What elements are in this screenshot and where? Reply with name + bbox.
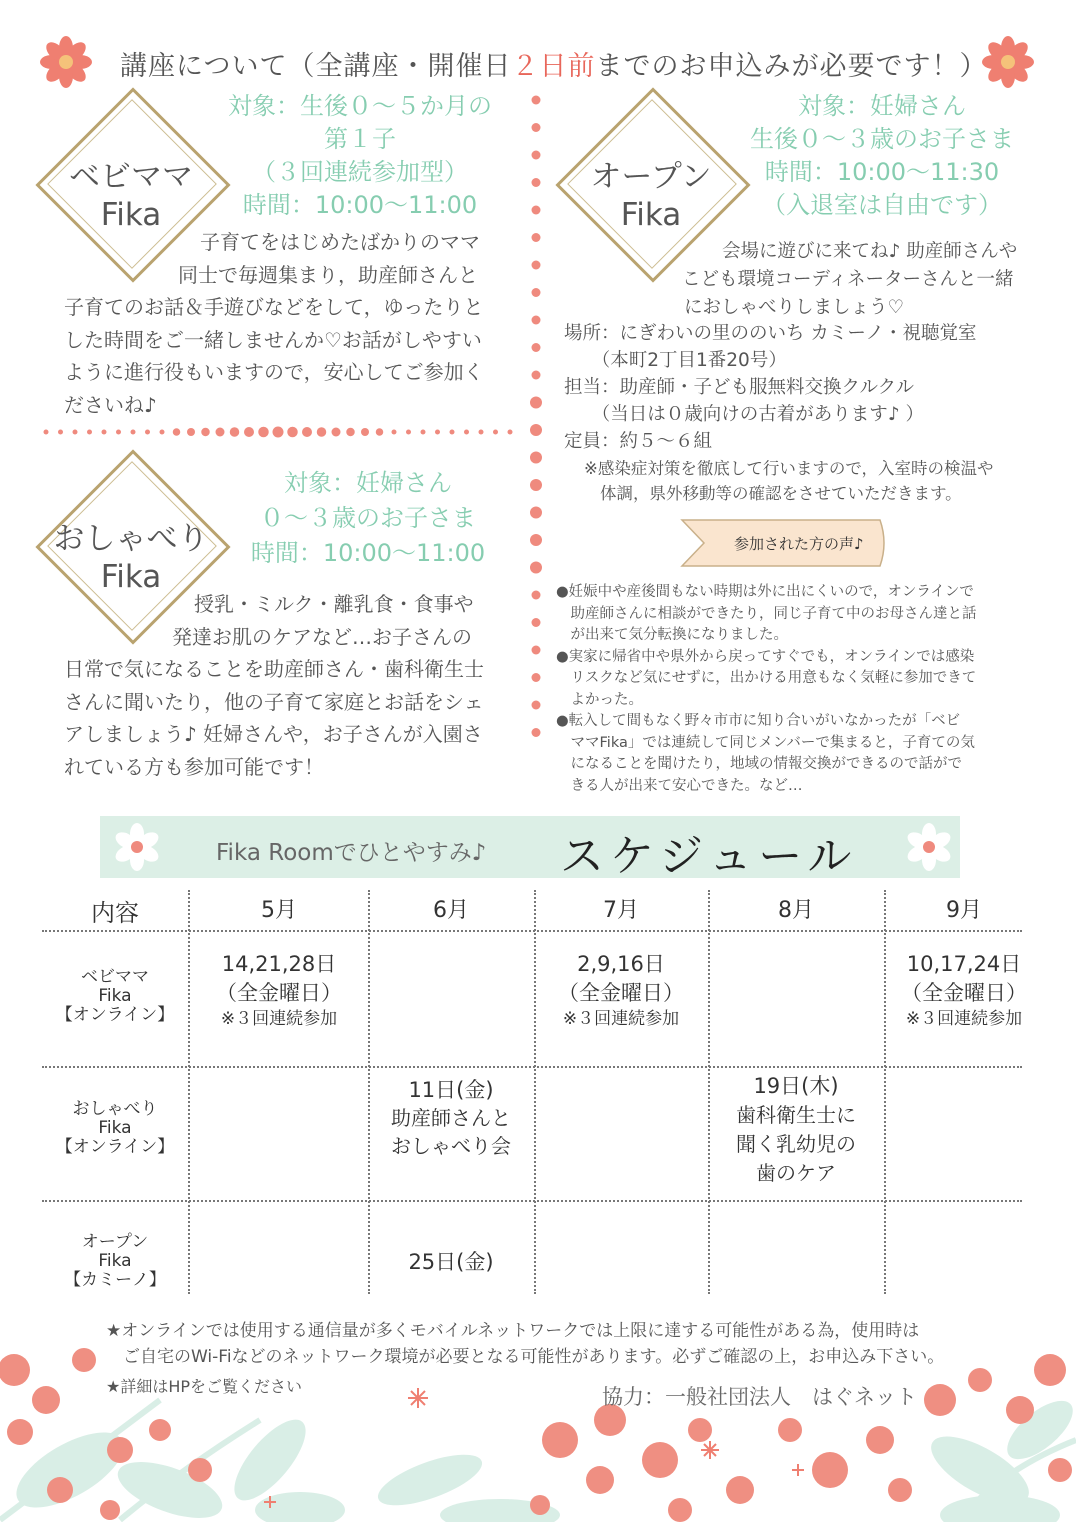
divider-dot [87,430,92,435]
divider-dot [58,430,63,435]
divider-dot [73,430,78,435]
divider-dot [44,430,49,435]
cell-line: 歯のケア [756,1161,836,1185]
cell-line: 2,9,16日 [577,952,665,976]
divider-dot [302,427,312,437]
oshaberi-description [64,588,484,783]
desc-line: した時間をご一緒しませんか♡お話がしやすい [64,327,482,352]
banner-flower-icon-right [904,822,954,872]
divider-dot [145,430,150,435]
divider-dot [532,261,541,270]
divider-dot [131,430,136,435]
cell-line: 25日(金) [408,1250,494,1274]
header-cell: 5月 [261,898,297,923]
info-line: 場所：にぎわいの里ののいち カミーノ・視聴覚室 [564,323,977,344]
divider-dot [421,430,426,435]
divider-dot [230,427,240,437]
divider-dot [532,123,541,132]
divider-dot [493,430,498,435]
bebimama-target-line: 対象：生後０～５か月の [228,92,492,120]
voice-line: が出来て気分転換になりました。 [556,627,788,643]
oshaberi-target-line: ０～３歳のお子さま [260,504,476,532]
oshaberi-target-line: 時間：10:00～11:00 [250,539,486,567]
row-label-line: Fika [98,1118,132,1138]
divider-dot [116,430,121,435]
divider-dot [532,591,541,600]
divider-dot [532,178,541,187]
cell-line: おしゃべり会 [391,1134,511,1158]
page-heading [120,44,987,83]
cell-line: 19日(木) [753,1074,839,1098]
divider-dot [201,428,210,437]
bebimama-target-line: 第１子 [324,125,396,153]
schedule-cell [708,1072,884,1188]
bebimama-target-line: 時間：10:00～11:00 [242,191,478,219]
divider-dot [532,343,541,352]
desc-line: さんに聞いたり，他の子育て家庭とお話をシェ [64,689,484,714]
desc-line: ださいね♪ [64,392,157,417]
divider-dot [317,427,327,437]
open-target-line: 対象：妊婦さん [798,92,966,120]
note-line: 体調，県外移動等の確認をさせていただきます。 [600,484,962,503]
row-label-line: オープン [81,1232,149,1252]
divider-dot [530,507,542,519]
divider-dot [102,430,107,435]
desc-line: こども環境コーディネーターさんと一緒 [682,269,1014,290]
divider-dot [532,96,541,105]
divider-dot [464,430,469,435]
oshaberi-target-line: 対象：妊婦さん [284,469,452,497]
row-label-line: 【オンライン】 [55,1005,175,1025]
divider-dot [532,673,541,682]
divider-dot [435,430,440,435]
divider-dot [406,430,411,435]
voice-line: になることを聞けたり，地域の情報交換ができるので話がで [556,756,962,772]
divider-dot [532,701,541,710]
divider-dot [392,430,397,435]
bebimama-title-line1: ベビママ [69,159,193,195]
info-line: 定員：約５～６組 [564,431,713,452]
open-title [570,158,732,234]
cell-line: 歯科衛生士に [736,1103,856,1127]
header-cell: 内容 [91,899,139,927]
divider-dot [376,428,384,436]
voice-line: 助産師さんに相談ができたり，同じ子育て中のお母さん達と話 [556,605,977,622]
divider-dot [187,428,195,436]
open-title-line2: Fika [620,197,682,233]
divider-dot [332,428,341,437]
divider-dot [508,430,513,435]
row-label-bebimama [42,968,188,1025]
desc-line: 発達お肌のケアなど…お子さんの [172,624,472,649]
divider-dot [450,430,455,435]
cell-line: 11日(金) [408,1078,494,1102]
desc-line: れている方も参加可能です！ [64,754,324,779]
divider-dot [530,479,542,491]
heading-suffix: までのお申込みが必要です！） [595,51,988,82]
divider-dot [532,288,541,297]
footer-note-2: ご自宅のWi-Fiなどのネットワーク環境が必要となる可能性があります。必ずご確認の上，お申込み下さい。 [106,1347,945,1367]
open-title-line1: オープン [590,159,712,195]
banner-subtitle: Fika Roomでひとやすみ♪ [216,840,487,866]
divider-dot [287,427,298,438]
divider-dot [532,316,541,325]
desc-line: アしましょう♪ 妊婦さんや，お子さんが入園さ [64,722,483,746]
info-line: （当日は０歳向けの古着があります♪ ） [564,404,924,425]
header-cell: 9月 [946,898,982,923]
divider-dot [532,151,541,160]
open-target-line: 生後０～３歳のお子さま [750,125,1014,153]
header-cell: 7月 [603,898,639,923]
header-cell: 6月 [433,898,469,923]
divider-dot [258,427,269,438]
row-label-line: おしゃべり [72,1099,158,1119]
cell-line: （全金曜日） [558,981,684,1005]
voice-item [556,582,977,647]
schedule-cell [884,950,1044,1030]
row-label-open [42,1233,188,1290]
divider-dot [532,371,541,380]
voice-line: ママFika」では連続して同じメンバーで集まると，子育ての気 [556,734,975,751]
schedule-cell [534,950,708,1030]
bebimama-title-line2: Fika [100,197,162,233]
divider-dot [532,206,541,215]
voice-item [556,647,977,712]
divider-dot [346,428,355,437]
divider-dot [244,427,254,437]
divider-dot [532,728,541,737]
vertical-dot-divider [528,92,544,762]
voice-line: ●実家に帰省中や県外から戻ってすぐでも，オンラインでは感染 [556,648,975,665]
cooperation-credit: 協力：一般社団法人 はぐネット [602,1385,917,1409]
voice-line: ●妊娠中や産後間もない時期は外に出にくいので，オンラインで [556,584,974,600]
horizontal-dot-divider [40,424,520,440]
flower-icon-right [982,36,1034,88]
voices-label: 参加された方の声♪ [734,535,864,553]
open-target-line: （入退室は自由です） [762,191,1002,219]
desc-line: 会場に遊びに来てね♪ 助産師さんや [722,241,1018,262]
schedule-cell [190,950,368,1030]
cell-line: 10,17,24日 [906,952,1022,976]
cell-line: 14,21,28日 [221,952,337,976]
voices-list [556,582,977,797]
divider-dot [532,233,541,242]
bebimama-target-line: （３回連続参加型） [252,158,468,186]
info-line: （本町2丁目1番20号） [564,350,787,371]
divider-dot [530,452,542,464]
banner-flower-icon-left [112,822,162,872]
oshaberi-target [218,466,518,571]
open-description [670,238,1017,322]
voice-line: よかった。 [556,691,643,708]
desc-line: 子育てのお話＆手遊びなどをして，ゆったりと [64,295,484,319]
divider-dot [361,428,369,436]
oshaberi-title-line2: Fika [100,559,162,595]
schedule-cell [368,1246,534,1276]
row-label-line: 【カミーノ】 [64,1270,166,1290]
desc-line: 子育てをはじめたばかりのママ [200,230,480,254]
voice-line: リスクなど気にせずに，出かける用意もなく気軽に参加できて [556,670,977,686]
divider-dot [532,646,541,655]
row-label-line: ベビママ [81,967,149,987]
open-target-line: 時間：10:00～11:30 [764,158,1000,186]
info-line: 担当：助産師・子ども服無料交換クルクル [564,377,915,398]
desc-line: ように進行役もいますので，安心してご参加く [64,360,484,384]
row-label-line: Fika [98,1251,132,1271]
oshaberi-title [50,520,212,596]
heading-highlight: ２日前 [511,51,596,82]
bebimama-description [64,226,484,421]
open-target [732,90,1032,222]
desc-line: 授乳・ミルク・離乳食・食事や [194,592,474,616]
cell-line: （全金曜日） [216,981,342,1005]
divider-dot [479,430,484,435]
cell-line: ※３回連続参加 [562,1009,680,1029]
heading-prefix: 講座について（全講座・開催日 [120,51,512,82]
cell-line: 助産師さんと [391,1106,511,1130]
voice-line: ●転入して間もなく野々市市に知り合いがいなかったが「ベビ [556,713,961,729]
cell-line: 聞く乳幼児の [736,1132,856,1156]
cell-line: ※３回連続参加 [905,1009,1023,1029]
oshaberi-title-line1: おしゃべり [53,521,209,557]
voice-item [556,711,977,797]
divider-dot [532,618,541,627]
desc-line: 同士で毎週集まり，助産師さんと [178,262,478,287]
flower-icon-left [40,36,92,88]
voice-line: きる人が出来て安心できた。など… [556,777,803,794]
cell-line: （全金曜日） [901,981,1027,1005]
divider-dot [273,427,284,438]
cell-line: ※３回連続参加 [220,1009,338,1029]
open-info [564,320,977,455]
bebimama-target [210,90,510,222]
divider-dot [160,430,165,435]
note-line: ※感染症対策を徹底して行いますので，入室時の検温や [584,459,994,478]
divider-dot [173,428,181,436]
footer-note-3: ★詳細はHPをご覧ください [106,1377,303,1396]
bebimama-title [50,158,212,234]
footer-note-1: ★オンラインでは使用する通信量が多くモバイルネットワークでは上限に達する可能性がある為，使用時は [106,1321,920,1341]
divider-dot [530,397,542,409]
header-cell: 8月 [778,898,814,923]
divider-dot [530,424,542,436]
divider-dot [530,562,542,574]
banner-title: スケジュール [560,831,858,882]
row-label-oshaberi [42,1100,188,1157]
schedule-cell [368,1076,534,1160]
divider-dot [216,428,225,437]
open-note [584,456,994,506]
row-label-line: Fika [98,986,132,1006]
desc-line: 日常で気になることを助産師さん・歯科衛生士 [64,657,484,681]
divider-dot [530,534,542,546]
row-label-line: 【オンライン】 [55,1137,175,1157]
desc-line: におしゃべりしましょう♡ [684,297,905,318]
